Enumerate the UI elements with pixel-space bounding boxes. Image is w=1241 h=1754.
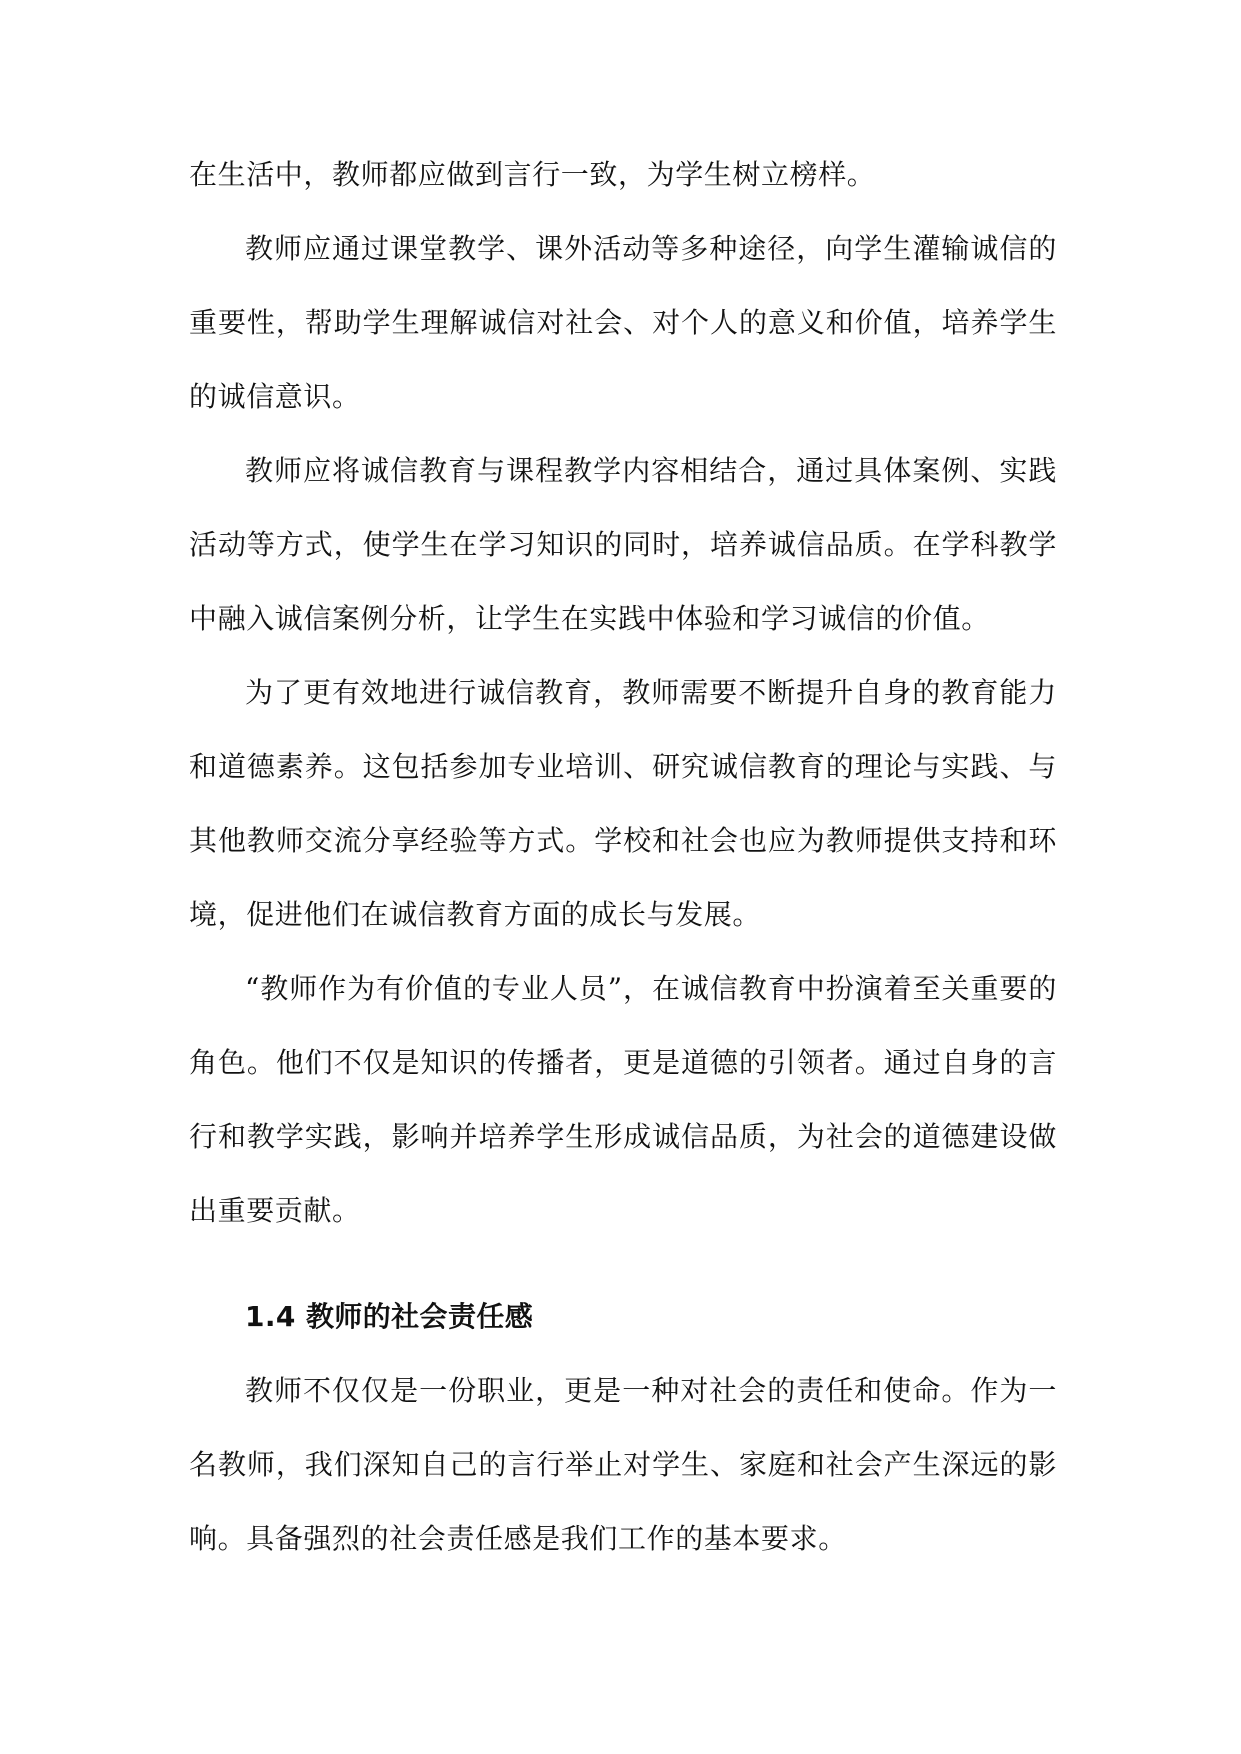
paragraph-continuation: 在生活中，教师都应做到言行一致，为学生树立榜样。 — [189, 158, 876, 191]
paragraph-curriculum-integration: 教师应将诚信教育与课程教学内容相结合，通过具体案例、实践活动等方式，使学生在学习知识的同时，培养诚信品质。在学科教学中融入诚信案例分析，让学生在实践中体验和学习诚信的价值。 — [189, 454, 1057, 635]
paragraph-teacher-development: 为了更有效地进行诚信教育，教师需要不断提升自身的教育能力和道德素养。这包括参加专业培训、研究诚信教育的理论与实践、与其他教师交流分享经验等方式。学校和社会也应为教师提供支持和环境，促进他们在诚信教育方面的成长与发展。 — [189, 676, 1057, 931]
paragraph-integrity-instruction: 教师应通过课堂教学、课外活动等多种途径，向学生灌输诚信的重要性，帮助学生理解诚信对社会、对个人的意义和价值，培养学生的诚信意识。 — [189, 232, 1057, 413]
paragraph-teacher-role: “教师作为有价值的专业人员”，在诚信教育中扮演着至关重要的角色。他们不仅是知识的传播者，更是道德的引领者。通过自身的言行和教学实践，影响并培养学生形成诚信品质，为社会的道德建设做出重要贡献。 — [189, 972, 1057, 1227]
document-body — [189, 138, 1057, 1576]
section-heading: 1.4 教师的社会责任感 — [245, 1300, 534, 1333]
paragraph-social-responsibility: 教师不仅仅是一份职业，更是一种对社会的责任和使命。作为一名教师，我们深知自己的言行举止对学生、家庭和社会产生深远的影响。具备强烈的社会责任感是我们工作的基本要求。 — [189, 1374, 1057, 1555]
